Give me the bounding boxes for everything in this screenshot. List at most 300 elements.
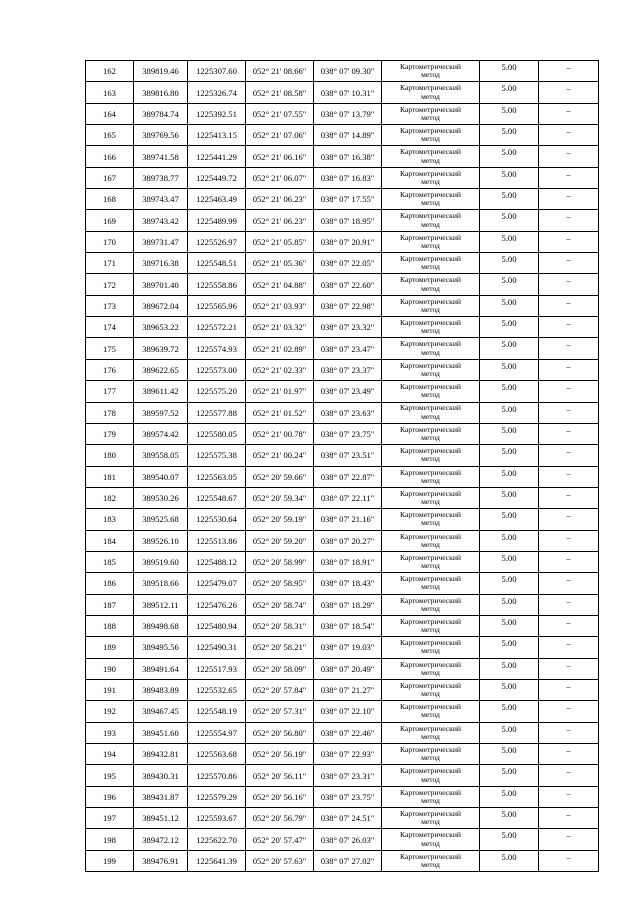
- method-line-2: метод: [421, 774, 440, 784]
- method-line-1: Картометрический: [400, 595, 461, 605]
- y-coordinate-cell: 1225479.07: [188, 573, 246, 594]
- note-cell: –: [539, 701, 599, 722]
- method-cell: [382, 594, 480, 615]
- method-line-1: Картометрический: [400, 211, 461, 221]
- method-cell: [382, 253, 480, 274]
- accuracy-cell: 5.00: [480, 744, 539, 765]
- table-row: [86, 701, 599, 722]
- table-row: [86, 744, 599, 765]
- note-cell: –: [539, 487, 599, 508]
- latitude-cell: 052° 20' 57.84": [246, 679, 314, 700]
- method-line-2: метод: [421, 795, 440, 805]
- longitude-cell: 038° 07' 10.31": [314, 82, 382, 103]
- y-coordinate-cell: 1225449.72: [188, 167, 246, 188]
- method-line-2: метод: [421, 731, 440, 741]
- method-cell: [382, 125, 480, 146]
- method-line-1: Картометрический: [400, 723, 461, 733]
- accuracy-cell: 5.00: [480, 82, 539, 103]
- accuracy-cell: 5.00: [480, 167, 539, 188]
- longitude-cell: 038° 07' 18.54": [314, 615, 382, 636]
- table-row: [86, 509, 599, 530]
- method-line-1: Картометрический: [400, 680, 461, 690]
- point-number-cell: 183: [86, 509, 134, 530]
- note-cell: –: [539, 445, 599, 466]
- method-cell: [382, 317, 480, 338]
- point-number-cell: 176: [86, 359, 134, 380]
- method-cell: [382, 786, 480, 807]
- method-cell: [382, 679, 480, 700]
- table-row: [86, 765, 599, 786]
- accuracy-cell: 5.00: [480, 338, 539, 359]
- longitude-cell: 038° 07' 20.91": [314, 231, 382, 252]
- table-row: [86, 210, 599, 231]
- note-cell: –: [539, 594, 599, 615]
- longitude-cell: 038° 07' 22.11": [314, 487, 382, 508]
- latitude-cell: 052° 21' 08.66": [246, 61, 314, 82]
- method-cell: [382, 189, 480, 210]
- accuracy-cell: 5.00: [480, 551, 539, 572]
- note-cell: –: [539, 530, 599, 551]
- method-line-1: Картометрический: [400, 809, 461, 818]
- longitude-cell: 038° 07' 22.10": [314, 701, 382, 722]
- note-cell: –: [539, 167, 599, 188]
- accuracy-cell: 5.00: [480, 381, 539, 402]
- method-line-1: Картометрический: [400, 531, 461, 541]
- longitude-cell: 038° 07' 23.63": [314, 402, 382, 423]
- latitude-cell: 052° 21' 03.93": [246, 295, 314, 316]
- note-cell: –: [539, 295, 599, 316]
- method-line-2: метод: [421, 753, 440, 763]
- method-line-2: метод: [421, 838, 440, 848]
- method-line-1: Картометрический: [400, 126, 461, 135]
- latitude-cell: 052° 20' 56.19": [246, 744, 314, 765]
- point-number-cell: 194: [86, 744, 134, 765]
- longitude-cell: 038° 07' 26.03": [314, 829, 382, 850]
- accuracy-cell: 5.00: [480, 701, 539, 722]
- note-cell: –: [539, 359, 599, 380]
- longitude-cell: 038° 07' 27.02": [314, 850, 382, 871]
- point-number-cell: 172: [86, 274, 134, 295]
- point-number-cell: 198: [86, 829, 134, 850]
- y-coordinate-cell: 1225575.38: [188, 445, 246, 466]
- x-coordinate-cell: 389784.74: [134, 103, 188, 124]
- point-number-cell: 174: [86, 317, 134, 338]
- point-number-cell: 173: [86, 295, 134, 316]
- x-coordinate-cell: 389743.42: [134, 210, 188, 231]
- note-cell: –: [539, 786, 599, 807]
- point-number-cell: 182: [86, 487, 134, 508]
- point-number-cell: 188: [86, 615, 134, 636]
- accuracy-cell: 5.00: [480, 253, 539, 274]
- y-coordinate-cell: 1225579.29: [188, 786, 246, 807]
- method-line-1: Картометрический: [400, 403, 461, 413]
- method-line-2: метод: [421, 70, 440, 80]
- method-cell: [382, 445, 480, 466]
- longitude-cell: 038° 07' 21.27": [314, 679, 382, 700]
- latitude-cell: 052° 21' 02.33": [246, 359, 314, 380]
- x-coordinate-cell: 389769.56: [134, 125, 188, 146]
- x-coordinate-cell: 389472.12: [134, 829, 188, 850]
- method-line-1: Картометрический: [400, 702, 461, 712]
- note-cell: –: [539, 573, 599, 594]
- y-coordinate-cell: 1225563.68: [188, 744, 246, 765]
- latitude-cell: 052° 21' 06.23": [246, 210, 314, 231]
- point-number-cell: 181: [86, 466, 134, 487]
- accuracy-cell: 5.00: [480, 189, 539, 210]
- y-coordinate-cell: 1225463.49: [188, 189, 246, 210]
- method-cell: [382, 637, 480, 658]
- method-cell: [382, 82, 480, 103]
- method-line-2: метод: [421, 283, 440, 293]
- method-line-1: Картометрический: [400, 510, 461, 520]
- y-coordinate-cell: 1225476.26: [188, 594, 246, 615]
- accuracy-cell: 5.00: [480, 850, 539, 871]
- latitude-cell: 052° 21' 04.88": [246, 274, 314, 295]
- y-coordinate-cell: 1225563.05: [188, 466, 246, 487]
- latitude-cell: 052° 21' 06.23": [246, 189, 314, 210]
- point-number-cell: 177: [86, 381, 134, 402]
- note-cell: –: [539, 253, 599, 274]
- method-line-1: Картометрический: [400, 552, 461, 562]
- method-cell: [382, 551, 480, 572]
- table-row: [86, 274, 599, 295]
- point-number-cell: 186: [86, 573, 134, 594]
- x-coordinate-cell: 389574.42: [134, 423, 188, 444]
- method-cell: [382, 338, 480, 359]
- latitude-cell: 052° 20' 56.11": [246, 765, 314, 786]
- method-line-1: Картометрический: [400, 488, 461, 498]
- accuracy-cell: 5.00: [480, 658, 539, 679]
- latitude-cell: 052° 20' 58.09": [246, 658, 314, 679]
- y-coordinate-cell: 1225565.96: [188, 295, 246, 316]
- point-number-cell: 184: [86, 530, 134, 551]
- accuracy-cell: 5.00: [480, 573, 539, 594]
- point-number-cell: 168: [86, 189, 134, 210]
- point-number-cell: 169: [86, 210, 134, 231]
- table-row: [86, 167, 599, 188]
- accuracy-cell: 5.00: [480, 103, 539, 124]
- note-cell: –: [539, 338, 599, 359]
- accuracy-cell: 5.00: [480, 615, 539, 636]
- method-line-2: метод: [421, 561, 440, 571]
- longitude-cell: 038° 07' 22.05": [314, 253, 382, 274]
- method-line-1: Картометрический: [400, 446, 461, 456]
- method-cell: [382, 167, 480, 188]
- latitude-cell: 052° 21' 01.52": [246, 402, 314, 423]
- accuracy-cell: 5.00: [480, 829, 539, 850]
- accuracy-cell: 5.00: [480, 402, 539, 423]
- method-line-2: метод: [421, 475, 440, 485]
- y-coordinate-cell: 1225572.21: [188, 317, 246, 338]
- accuracy-cell: 5.00: [480, 359, 539, 380]
- point-number-cell: 178: [86, 402, 134, 423]
- x-coordinate-cell: 389525.68: [134, 509, 188, 530]
- table-row: [86, 359, 599, 380]
- x-coordinate-cell: 389512.11: [134, 594, 188, 615]
- method-line-2: метод: [421, 304, 440, 314]
- point-number-cell: 193: [86, 722, 134, 743]
- table-row: [86, 253, 599, 274]
- table-row: [86, 423, 599, 444]
- note-cell: –: [539, 658, 599, 679]
- accuracy-cell: 5.00: [480, 530, 539, 551]
- note-cell: –: [539, 808, 599, 829]
- x-coordinate-cell: 389741.58: [134, 146, 188, 167]
- accuracy-cell: 5.00: [480, 722, 539, 743]
- point-number-cell: 197: [86, 808, 134, 829]
- longitude-cell: 038° 07' 22.60": [314, 274, 382, 295]
- x-coordinate-cell: 389819.46: [134, 61, 188, 82]
- y-coordinate-cell: 1225580.05: [188, 423, 246, 444]
- x-coordinate-cell: 389743.47: [134, 189, 188, 210]
- note-cell: –: [539, 765, 599, 786]
- method-line-1: Картометрический: [400, 147, 461, 157]
- x-coordinate-cell: 389498.68: [134, 615, 188, 636]
- latitude-cell: 052° 21' 08.58": [246, 82, 314, 103]
- method-line-1: Картометрический: [400, 232, 461, 242]
- method-cell: [382, 658, 480, 679]
- latitude-cell: 052° 20' 58.31": [246, 615, 314, 636]
- method-cell: [382, 808, 480, 829]
- method-cell: [382, 231, 480, 252]
- accuracy-cell: 5.00: [480, 487, 539, 508]
- method-line-2: метод: [421, 539, 440, 549]
- method-line-1: Картометрический: [400, 616, 461, 626]
- latitude-cell: 052° 20' 58.21": [246, 637, 314, 658]
- method-cell: [382, 701, 480, 722]
- longitude-cell: 038° 07' 16.83": [314, 167, 382, 188]
- table-row: [86, 231, 599, 252]
- method-line-2: метод: [421, 497, 440, 507]
- x-coordinate-cell: 389597.52: [134, 402, 188, 423]
- table-row: [86, 637, 599, 658]
- table-row: [86, 573, 599, 594]
- longitude-cell: 038° 07' 23.37": [314, 359, 382, 380]
- table-row: [86, 722, 599, 743]
- method-line-2: метод: [421, 433, 440, 443]
- longitude-cell: 038° 07' 24.51": [314, 808, 382, 829]
- table-row: [86, 466, 599, 487]
- accuracy-cell: 5.00: [480, 679, 539, 700]
- y-coordinate-cell: 1225575.20: [188, 381, 246, 402]
- y-coordinate-cell: 1225573.00: [188, 359, 246, 380]
- y-coordinate-cell: 1225480.94: [188, 615, 246, 636]
- accuracy-cell: 5.00: [480, 808, 539, 829]
- latitude-cell: 052° 20' 59.19": [246, 509, 314, 530]
- x-coordinate-cell: 389476.91: [134, 850, 188, 871]
- note-cell: –: [539, 189, 599, 210]
- x-coordinate-cell: 389519.60: [134, 551, 188, 572]
- method-line-1: Картометрический: [400, 744, 461, 754]
- method-line-1: Картометрический: [400, 787, 461, 797]
- note-cell: –: [539, 82, 599, 103]
- point-number-cell: 163: [86, 82, 134, 103]
- method-cell: [382, 103, 480, 124]
- accuracy-cell: 5.00: [480, 445, 539, 466]
- y-coordinate-cell: 1225513.86: [188, 530, 246, 551]
- table-row: [86, 317, 599, 338]
- point-number-cell: 190: [86, 658, 134, 679]
- accuracy-cell: 5.00: [480, 786, 539, 807]
- longitude-cell: 038° 07' 19.03": [314, 637, 382, 658]
- note-cell: –: [539, 551, 599, 572]
- method-cell: [382, 61, 480, 82]
- longitude-cell: 038° 07' 14.89": [314, 125, 382, 146]
- accuracy-cell: 5.00: [480, 423, 539, 444]
- note-cell: –: [539, 231, 599, 252]
- method-line-1: Картометрический: [400, 254, 461, 264]
- accuracy-cell: 5.00: [480, 274, 539, 295]
- note-cell: –: [539, 125, 599, 146]
- longitude-cell: 038° 07' 18.91": [314, 551, 382, 572]
- x-coordinate-cell: 389430.31: [134, 765, 188, 786]
- note-cell: –: [539, 210, 599, 231]
- method-line-2: метод: [421, 219, 440, 229]
- method-cell: [382, 466, 480, 487]
- method-line-1: Картометрический: [400, 275, 461, 285]
- point-number-cell: 189: [86, 637, 134, 658]
- method-line-2: метод: [421, 390, 440, 400]
- method-line-1: Картометрический: [400, 830, 461, 840]
- point-number-cell: 195: [86, 765, 134, 786]
- latitude-cell: 052° 21' 03.32": [246, 317, 314, 338]
- y-coordinate-cell: 1225574.93: [188, 338, 246, 359]
- table-row: [86, 61, 599, 82]
- point-number-cell: 167: [86, 167, 134, 188]
- point-number-cell: 185: [86, 551, 134, 572]
- y-coordinate-cell: 1225570.86: [188, 765, 246, 786]
- method-line-2: метод: [421, 176, 440, 186]
- point-number-cell: 187: [86, 594, 134, 615]
- x-coordinate-cell: 389491.64: [134, 658, 188, 679]
- accuracy-cell: 5.00: [480, 509, 539, 530]
- method-line-2: метод: [421, 667, 440, 677]
- note-cell: –: [539, 679, 599, 700]
- x-coordinate-cell: 389530.26: [134, 487, 188, 508]
- latitude-cell: 052° 20' 57.31": [246, 701, 314, 722]
- note-cell: –: [539, 722, 599, 743]
- x-coordinate-cell: 389526.10: [134, 530, 188, 551]
- method-line-1: Картометрический: [400, 318, 461, 328]
- note-cell: –: [539, 744, 599, 765]
- method-line-2: метод: [421, 625, 440, 635]
- latitude-cell: 052° 21' 06.16": [246, 146, 314, 167]
- latitude-cell: 052° 20' 59.20": [246, 530, 314, 551]
- longitude-cell: 038° 07' 22.98": [314, 295, 382, 316]
- longitude-cell: 038° 07' 09.30": [314, 61, 382, 82]
- y-coordinate-cell: 1225326.74: [188, 82, 246, 103]
- table-row: [86, 125, 599, 146]
- point-number-cell: 180: [86, 445, 134, 466]
- method-line-2: метод: [421, 518, 440, 528]
- table-row: [86, 103, 599, 124]
- point-number-cell: 199: [86, 850, 134, 871]
- latitude-cell: 052° 20' 56.80": [246, 722, 314, 743]
- method-cell: [382, 359, 480, 380]
- table-row: [86, 82, 599, 103]
- method-line-1: Картометрический: [400, 467, 461, 477]
- method-cell: [382, 402, 480, 423]
- point-number-cell: 196: [86, 786, 134, 807]
- method-line-2: метод: [421, 262, 440, 272]
- method-cell: [382, 274, 480, 295]
- table-row: [86, 487, 599, 508]
- method-line-2: метод: [421, 198, 440, 208]
- method-line-2: метод: [421, 582, 440, 592]
- method-line-1: Картометрический: [400, 190, 461, 200]
- longitude-cell: 038° 07' 23.75": [314, 786, 382, 807]
- longitude-cell: 038° 07' 18.95": [314, 210, 382, 231]
- table-row: [86, 402, 599, 423]
- y-coordinate-cell: 1225548.19: [188, 701, 246, 722]
- point-number-cell: 162: [86, 61, 134, 82]
- method-line-2: метод: [421, 689, 440, 699]
- x-coordinate-cell: 389451.12: [134, 808, 188, 829]
- longitude-cell: 038° 07' 20.49": [314, 658, 382, 679]
- latitude-cell: 052° 20' 57.63": [246, 850, 314, 871]
- longitude-cell: 038° 07' 23.75": [314, 423, 382, 444]
- y-coordinate-cell: 1225307.60: [188, 61, 246, 82]
- method-line-2: метод: [421, 155, 440, 165]
- method-line-1: Картометрический: [400, 638, 461, 648]
- y-coordinate-cell: 1225489.99: [188, 210, 246, 231]
- y-coordinate-cell: 1225532.65: [188, 679, 246, 700]
- y-coordinate-cell: 1225548.51: [188, 253, 246, 274]
- method-line-1: Картометрический: [400, 104, 461, 114]
- accuracy-cell: 5.00: [480, 765, 539, 786]
- method-line-2: метод: [421, 817, 440, 827]
- x-coordinate-cell: 389611.42: [134, 381, 188, 402]
- method-line-2: метод: [421, 112, 440, 122]
- note-cell: –: [539, 423, 599, 444]
- longitude-cell: 038° 07' 22.46": [314, 722, 382, 743]
- table-row: [86, 189, 599, 210]
- note-cell: –: [539, 317, 599, 338]
- latitude-cell: 052° 21' 07.06": [246, 125, 314, 146]
- method-cell: [382, 829, 480, 850]
- method-line-2: метод: [421, 240, 440, 250]
- accuracy-cell: 5.00: [480, 61, 539, 82]
- x-coordinate-cell: 389701.40: [134, 274, 188, 295]
- note-cell: –: [539, 61, 599, 82]
- accuracy-cell: 5.00: [480, 637, 539, 658]
- method-cell: [382, 722, 480, 743]
- method-line-1: Картометрический: [400, 766, 461, 776]
- note-cell: –: [539, 615, 599, 636]
- latitude-cell: 052° 20' 56.16": [246, 786, 314, 807]
- x-coordinate-cell: 389518.66: [134, 573, 188, 594]
- latitude-cell: 052° 20' 58.95": [246, 573, 314, 594]
- table-row: [86, 786, 599, 807]
- latitude-cell: 052° 21' 05.36": [246, 253, 314, 274]
- y-coordinate-cell: 1225622.70: [188, 829, 246, 850]
- longitude-cell: 038° 07' 20.27": [314, 530, 382, 551]
- method-line-1: Картометрический: [400, 659, 461, 669]
- table-row: [86, 146, 599, 167]
- longitude-cell: 038° 07' 23.47": [314, 338, 382, 359]
- y-coordinate-cell: 1225490.31: [188, 637, 246, 658]
- latitude-cell: 052° 20' 57.47": [246, 829, 314, 850]
- latitude-cell: 052° 21' 07.55": [246, 103, 314, 124]
- method-line-2: метод: [421, 347, 440, 357]
- accuracy-cell: 5.00: [480, 317, 539, 338]
- method-line-1: Картометрический: [400, 424, 461, 434]
- accuracy-cell: 5.00: [480, 295, 539, 316]
- note-cell: –: [539, 146, 599, 167]
- y-coordinate-cell: 1225392.51: [188, 103, 246, 124]
- longitude-cell: 038° 07' 16.38": [314, 146, 382, 167]
- method-line-1: Картометрический: [400, 83, 461, 93]
